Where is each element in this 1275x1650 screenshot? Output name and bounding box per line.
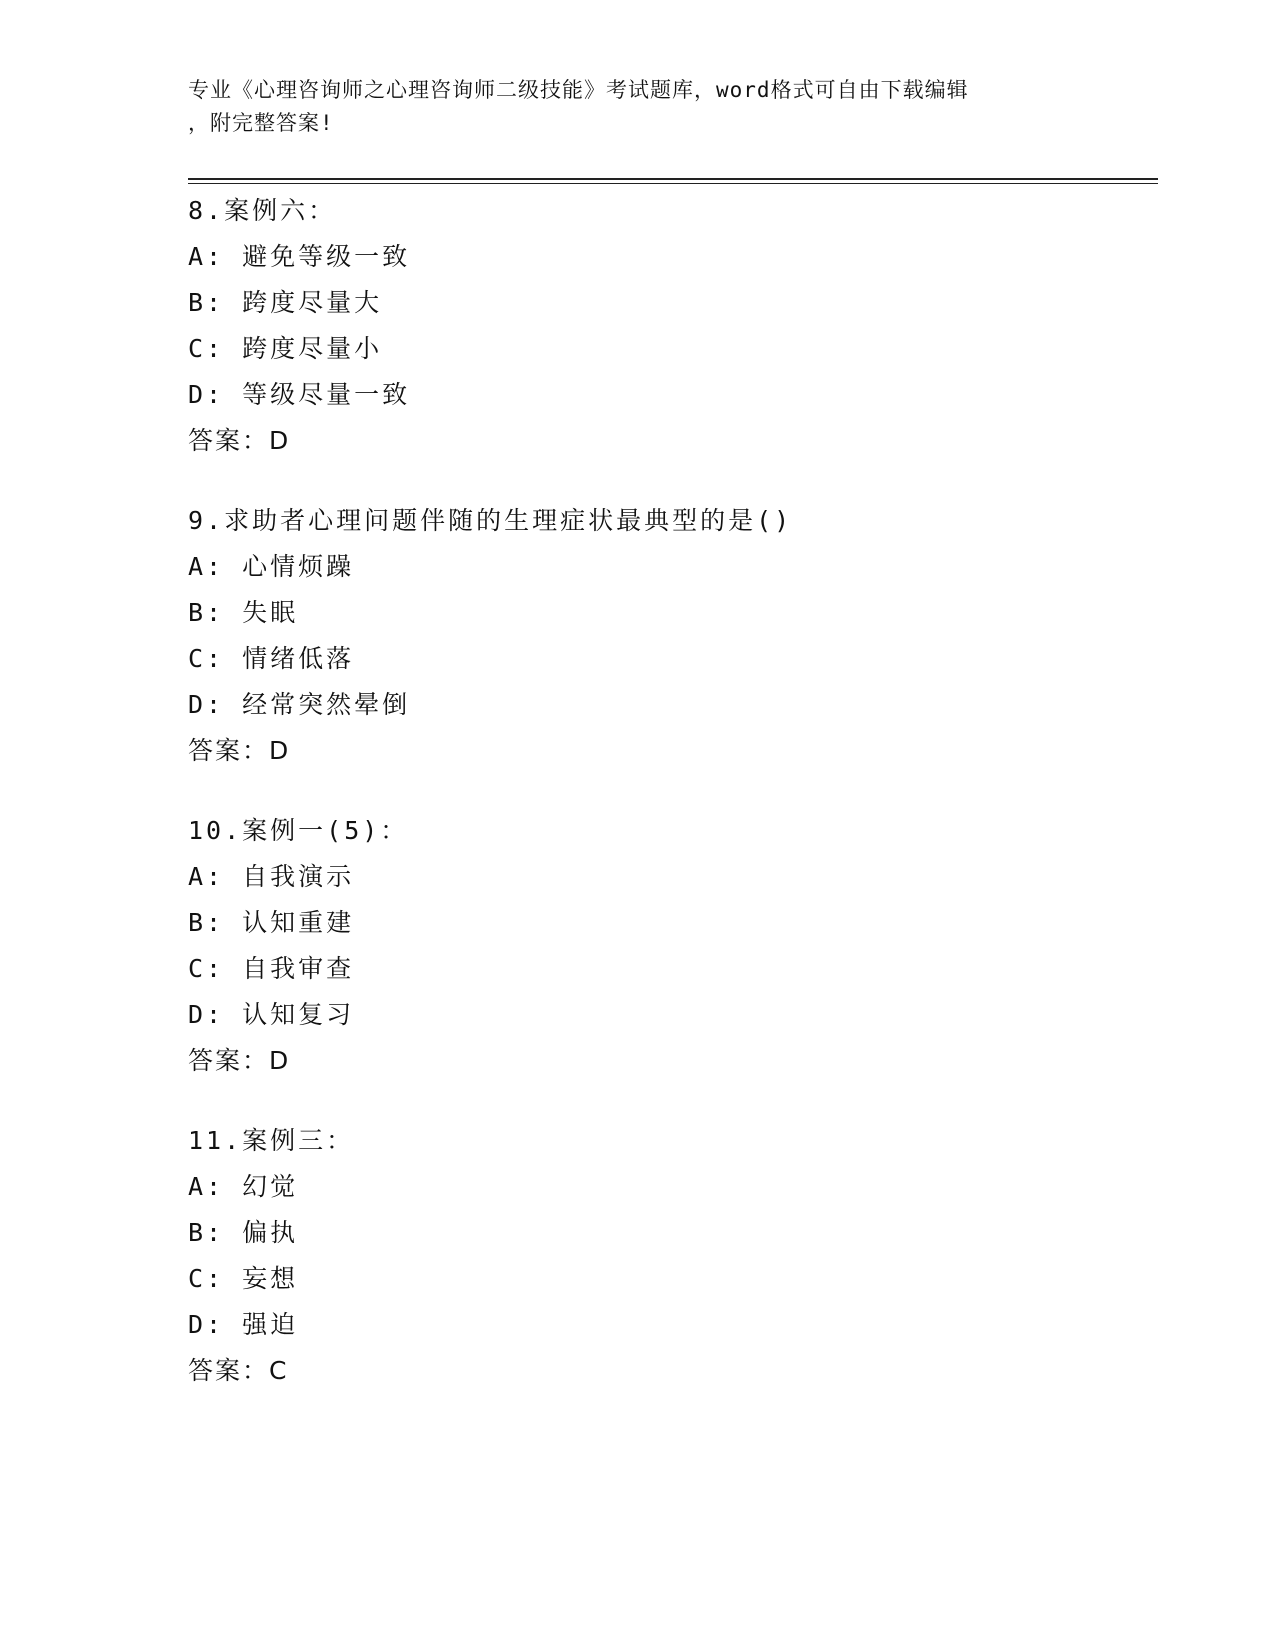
option-a: A: 避免等级一致: [188, 242, 411, 271]
option-b: B: 偏执: [188, 1218, 299, 1247]
question-8: [188, 188, 1148, 464]
header-line-2: ，附完整答案!: [188, 111, 334, 135]
option-c: C: 情绪低落: [188, 644, 355, 673]
document-header: [188, 74, 1088, 140]
option-d: D: 等级尽量一致: [188, 380, 411, 409]
question-10: [188, 808, 1148, 1084]
answer-line: 答案：D: [188, 426, 291, 455]
option-c: C: 自我审查: [188, 954, 355, 983]
question-stem: 10.案例一(5)：: [188, 816, 409, 845]
answer-line: 答案：D: [188, 1046, 291, 1075]
question-9: [188, 498, 1148, 774]
header-divider-thick: [188, 178, 1158, 180]
option-c: C: 妄想: [188, 1264, 299, 1293]
header-divider-thin: [188, 183, 1158, 184]
question-stem: 9.求助者心理问题伴随的生理症状最典型的是(): [188, 506, 793, 535]
question-11: [188, 1118, 1148, 1394]
question-stem: 8.案例六：: [188, 196, 337, 225]
answer-line: 答案：C: [188, 1356, 289, 1385]
option-b: B: 失眠: [188, 598, 299, 627]
option-a: A: 自我演示: [188, 862, 355, 891]
option-c: C: 跨度尽量小: [188, 334, 383, 363]
option-d: D: 经常突然晕倒: [188, 690, 411, 719]
header-line-1: 专业《心理咨询师之心理咨询师二级技能》考试题库，word格式可自由下载编辑: [188, 78, 969, 102]
answer-line: 答案：D: [188, 736, 291, 765]
option-d: D: 强迫: [188, 1310, 299, 1339]
question-list: [188, 188, 1148, 1428]
question-stem: 11.案例三：: [188, 1126, 355, 1155]
option-d: D: 认知复习: [188, 1000, 355, 1029]
option-a: A: 幻觉: [188, 1172, 299, 1201]
option-b: B: 认知重建: [188, 908, 355, 937]
option-a: A: 心情烦躁: [188, 552, 355, 581]
option-b: B: 跨度尽量大: [188, 288, 383, 317]
